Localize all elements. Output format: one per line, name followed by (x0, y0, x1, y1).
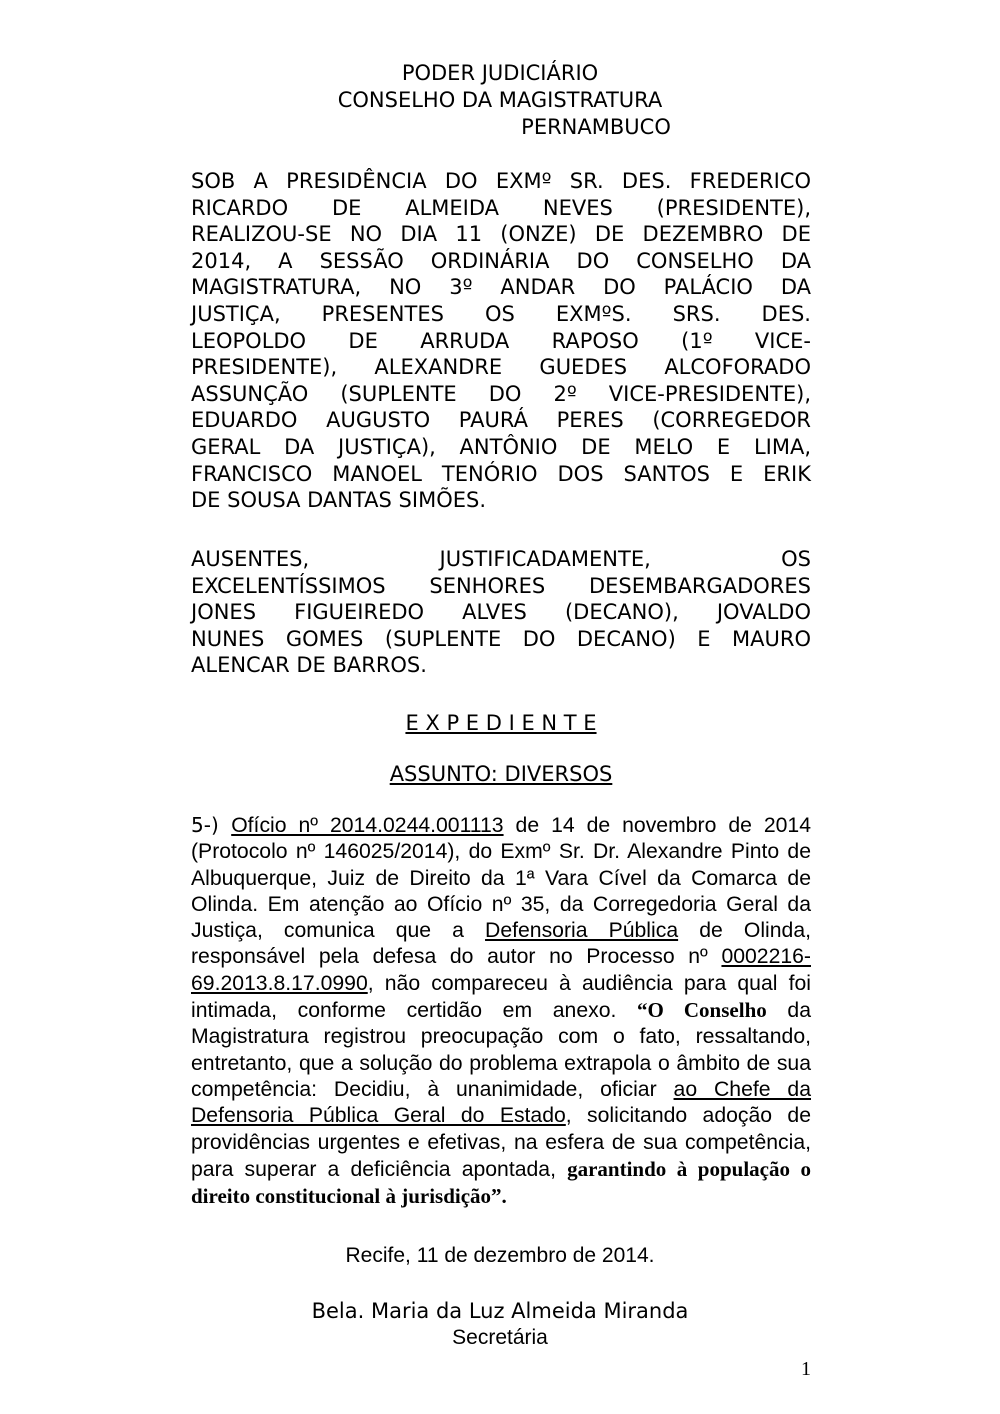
absent-paragraph (191, 546, 811, 679)
assunto-line (191, 760, 811, 788)
text-line: LEOPOLDO DE ARRUDA RAPOSO (1º VICE- (191, 328, 811, 353)
page-number: 1 (801, 1358, 811, 1380)
expediente-heading: E X P E D I E N T E (405, 711, 597, 735)
processo-reference: 0002216-69.2013.8.17.0990 (191, 945, 811, 995)
text-line: NUNES GOMES (SUPLENTE DO DECANO) E MAURO (191, 626, 811, 651)
defensoria-reference: Defensoria Pública (485, 919, 679, 943)
assunto-heading: ASSUNTO: DIVERSOS (389, 762, 613, 786)
item-text: de Olinda, responsável pela defesa do autor no Processo nº (191, 919, 812, 969)
item-text: Magistratura registrou preocupação com o fato, ressaltando, entretanto, que a solução do problema extrapola o âmbito de sua competência: Decidiu, à unanimidade, oficiar (191, 1025, 811, 1101)
text-line: DE SOUSA DANTAS SIMÕES. (191, 488, 486, 513)
chefe-reference: ao Chefe da Defensoria Pública Geral do Estado (191, 1077, 811, 1128)
header-line-poder-judiciario: PODER JUDICIÁRIO (401, 61, 599, 85)
signer-name: Bela. Maria da Luz Almeida Miranda (311, 1299, 689, 1323)
text-line: MAGISTRATURA, NO 3º ANDAR DO PALÁCIO DA (191, 275, 811, 300)
quote-close: garantindo à população o direito constitucional à jurisdição”. (191, 1156, 811, 1209)
text-line: AUSENTES, JUSTIFICADAMENTE, OS (191, 547, 811, 571)
header-line-pernambuco: PERNAMBUCO (521, 115, 671, 139)
text-line: JUSTIÇA, PRESENTES OS EXMºS. SRS. DES. (191, 301, 811, 326)
text-line: 2014, A SESSÃO ORDINÁRIA DO CONSELHO DA (191, 248, 811, 273)
text-line: EXCELENTÍSSIMOS SENHORES DESEMBARGADORES (191, 573, 811, 598)
item-text: da (766, 999, 811, 1023)
session-paragraph (191, 168, 811, 514)
text-line: EDUARDO AUGUSTO PAURÁ PERES (CORREGEDOR (191, 408, 811, 433)
text-line: PRESIDENTE), ALEXANDRE GUEDES ALCOFORADO (191, 355, 811, 380)
text-line: GERAL DA JUSTIÇA), ANTÔNIO DE MELO E LIMA, (191, 434, 811, 459)
expediente-line (191, 709, 811, 737)
text-line: FRANCISCO MANOEL TENÓRIO DOS SANTOS E ERIK (191, 461, 811, 486)
text-line: ALENCAR DE BARROS. (191, 653, 427, 678)
text-line: JONES FIGUEIREDO ALVES (DECANO), JOVALDO (191, 600, 811, 625)
item-text: , solicitando adoção de providências urgentes e efetivas, na esfera de sua competência, para superar a deficiência apontada, (191, 1104, 811, 1181)
text-line: RICARDO DE ALMEIDA NEVES (PRESIDENTE), (191, 195, 811, 220)
text-line: REALIZOU-SE NO DIA 11 (ONZE) DE DEZEMBRO DE (191, 222, 811, 247)
item-text: de 14 de novembro de 2014 (Protocolo nº 146025/2014), do Exmº Sr. Dr. Alexandre Pinto de Albuquerque, Juiz de Direito da 1ª Vara Cível da Comarca de Olinda. Em atenção ao Ofício nº 35, da Corregedoria Geral da Justiça, comunica que a (191, 814, 811, 943)
oficio-reference: Ofício nº 2014.0244.001113 (231, 814, 504, 837)
item-number: 5-) (191, 813, 232, 837)
header-line-conselho: CONSELHO DA MAGISTRATURA (337, 88, 663, 112)
place-date: Recife, 11 de dezembro de 2014. (345, 1244, 655, 1267)
text-line: ASSUNÇÃO (SUPLENTE DO 2º VICE-PRESIDENTE), (191, 381, 811, 406)
quote-open: “O Conselho (637, 998, 767, 1023)
item-5-paragraph (191, 812, 811, 1210)
signer-role: Secretária (452, 1326, 548, 1349)
text-line: SOB A PRESIDÊNCIA DO EXMº SR. DES. FREDERICO (191, 169, 811, 193)
item-text: , não compareceu à audiência para qual foi intimada, conforme certidão em anexo. (191, 971, 811, 1023)
